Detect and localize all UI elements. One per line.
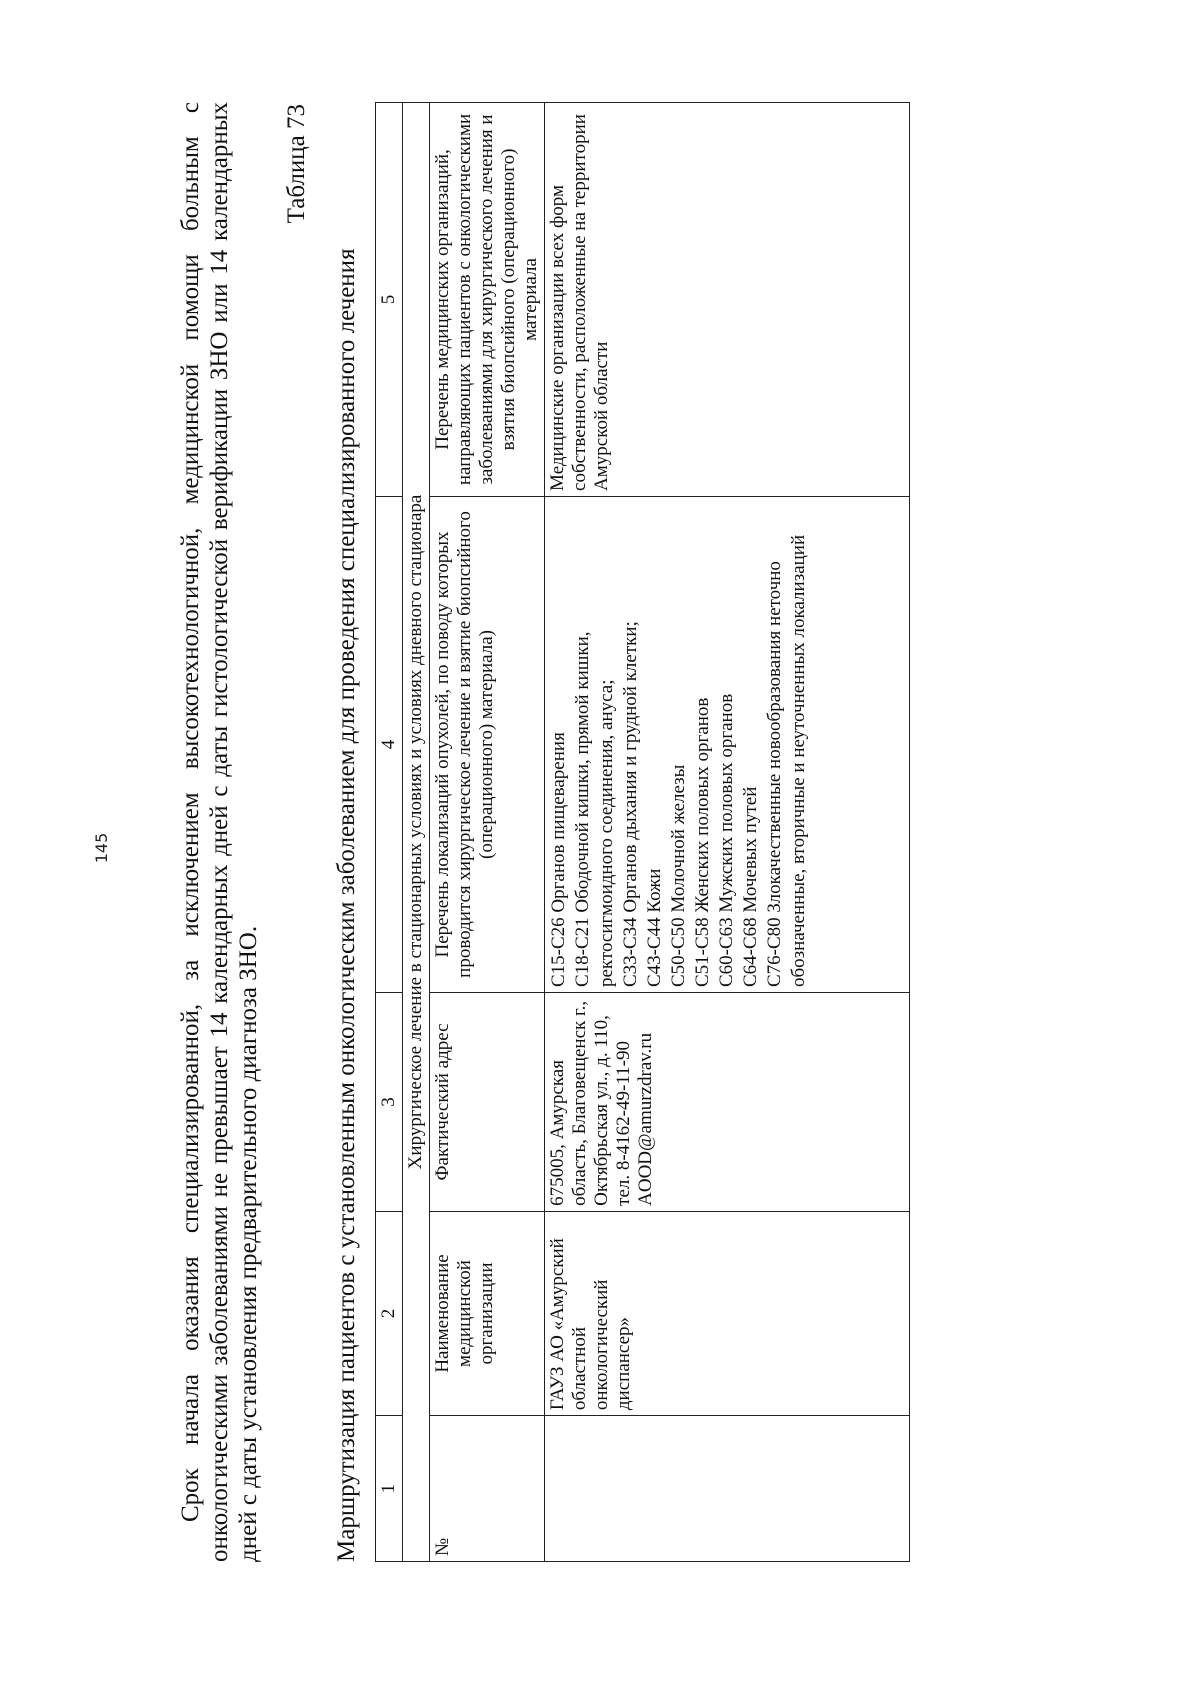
col-num-2: 2	[376, 1211, 403, 1415]
table-row	[545, 103, 910, 1562]
header-localizations: Перечень локализаций опухолей, по поводу которых проводится хирургическое лечение и взятие биопсийного (операционного) материала)	[430, 496, 545, 992]
localization-item: C15-C26 Органов пищеварения	[548, 732, 569, 988]
row-localizations	[545, 496, 910, 992]
localization-item: C64-C68 Мочевых путей	[740, 786, 761, 988]
localization-item: C50-C50 Молочной железы	[668, 764, 689, 988]
col-num-4: 4	[376, 496, 403, 992]
email-line: AOOD@amurzdrav.ru	[635, 1032, 656, 1206]
header-row	[430, 103, 545, 1562]
row-referring-orgs: Медицинские организации всех форм собственности, расположенные на территории Амурской области	[545, 103, 910, 497]
address-line: 675005, Амурская область, Благовещенск г., Октябрьская ул., д. 110,	[547, 1000, 612, 1206]
section-row	[403, 103, 430, 1562]
col-num-5: 5	[376, 103, 403, 497]
table-label: Таблица 73	[283, 104, 310, 224]
localization-item: C76-C80 Злокачественные новообразования неточно обозначенные, вторичные и неуточненных локализаций	[764, 534, 809, 988]
header-number: №	[430, 1416, 545, 1562]
phone-line: тел. 8-4162-49-11-90	[613, 1041, 634, 1206]
routing-title: Маршрутизация пациентов с установленным онкологическим заболеванием для проведения специализированного лечения	[333, 248, 360, 1562]
rotated-document-content	[176, 102, 1026, 1562]
section-title: Хирургическое лечение в стационарных условиях и условиях дневного стационара	[403, 103, 430, 1562]
localization-item: C18-C21 Ободочной кишки, прямой кишки, ректосигмоидного соединения, ануса;	[572, 631, 617, 988]
header-address: Фактический адрес	[430, 993, 545, 1212]
column-number-row	[376, 103, 403, 1562]
localization-item: C60-C63 Мужских половых органов	[716, 693, 737, 988]
row-number	[545, 1416, 910, 1562]
localization-item: C43-C44 Кожи	[644, 868, 665, 988]
localization-item: C33-C34 Органов дыхания и грудной клетки;	[620, 621, 641, 988]
routing-table	[375, 102, 910, 1562]
row-address	[545, 993, 910, 1212]
intro-paragraph: Срок начала оказания специализированной, за исключением высокотехнологичной, медицинской помощи больным с онкологическими заболеваниями не превышает 14 календарных дней с даты гистологической верификации ЗНО или 14 календарных дней с даты установления предварительного диагноза ЗНО.	[177, 102, 262, 1562]
col-num-1: 1	[376, 1416, 403, 1562]
row-organization: ГАУЗ АО «Амурский областной онкологический диспансер»	[545, 1211, 910, 1415]
header-referring-orgs: Перечень медицинских организаций, направляющих пациентов с онкологическими заболеваниями для хирургического лечения и взятия биопсийного (операционного) материала	[430, 103, 545, 497]
col-num-3: 3	[376, 993, 403, 1212]
localization-item: C51-C58 Женских половых органов	[692, 697, 713, 988]
header-organization: Наименование медицинской организации	[430, 1211, 545, 1415]
page-number: 145	[91, 832, 111, 864]
